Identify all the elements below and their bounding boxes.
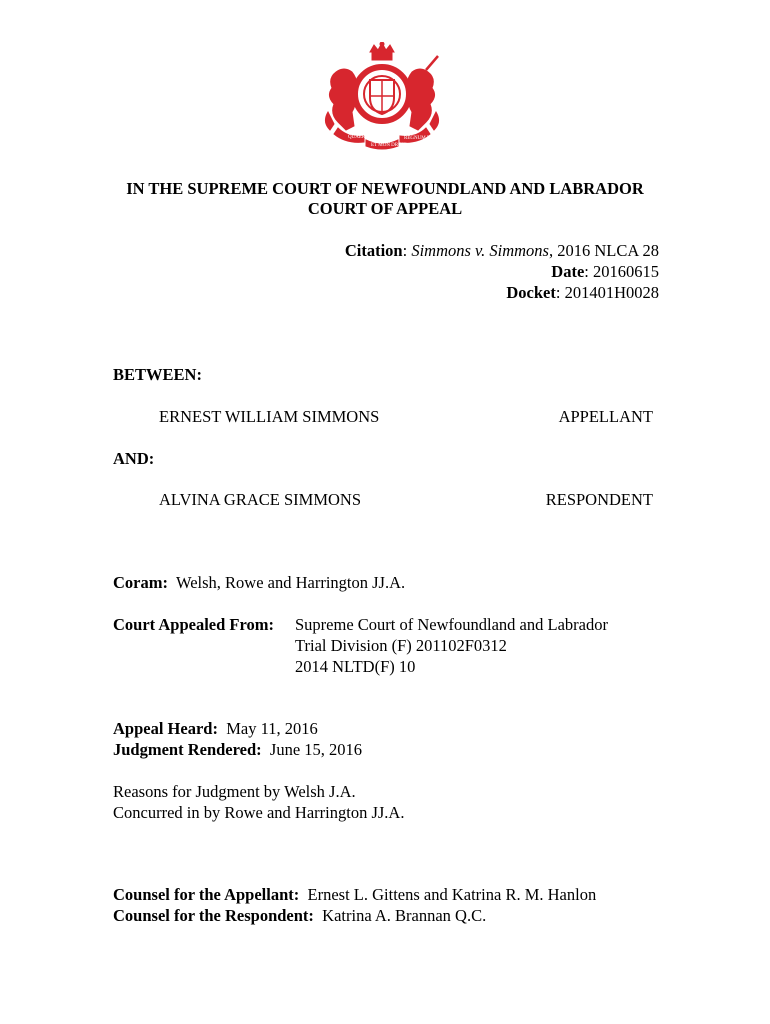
svg-text:REGNUM DEI: REGNUM DEI [404, 136, 436, 141]
appeal-heard-label: Appeal Heard: [113, 719, 218, 738]
svg-text:ET MON DROIT: ET MON DROIT [371, 143, 407, 148]
citation-line: Citation: Simmons v. Simmons, 2016 NLCA 28 [344, 241, 659, 260]
docket-line [506, 282, 659, 303]
appealed-from-line3: 2014 NLTD(F) 10 [295, 657, 416, 676]
judgment-rendered-label: Judgment Rendered: [113, 740, 262, 759]
judgment-rendered-line [113, 739, 362, 760]
appellant-role: APPELLANT [558, 407, 653, 426]
and-label: AND: [113, 449, 155, 468]
docket-value: : 201401H0028 [555, 283, 659, 302]
respondent-role: RESPONDENT [545, 490, 653, 509]
appeal-heard-line [113, 718, 318, 739]
citation-ref: , 2016 NLCA 28 [548, 241, 659, 260]
unicorn-icon [407, 56, 438, 130]
coram-label: Coram: [113, 573, 168, 592]
date-label: Date [551, 262, 585, 281]
citation-label: Citation [344, 241, 403, 260]
svg-text:QUAERITE: QUAERITE [348, 135, 373, 140]
case-name: Simmons v. Simmons [411, 241, 549, 260]
coram-line [113, 572, 405, 593]
concurred-line: Concurred in by Rowe and Harrington JJ.A. [113, 803, 405, 822]
judgment-rendered-value: June 15, 2016 [269, 740, 363, 759]
appealed-from-line2: Trial Division (F) 201102F0312 [295, 636, 507, 655]
date-line [551, 261, 659, 282]
appealed-from-line1: Supreme Court of Newfoundland and Labrador [295, 615, 608, 634]
counsel-respondent-label: Counsel for the Respondent: [113, 906, 314, 925]
coram-value: Welsh, Rowe and Harrington JJ.A. [175, 573, 406, 592]
court-name: IN THE SUPREME COURT OF NEWFOUNDLAND AND LABRADOR [126, 179, 644, 198]
counsel-respondent-line [113, 905, 486, 926]
between-label: BETWEEN: [113, 365, 202, 384]
respondent-name: ALVINA GRACE SIMMONS [159, 490, 362, 509]
appellant-name: ERNEST WILLIAM SIMMONS [159, 407, 380, 426]
counsel-appellant-line [113, 884, 596, 905]
date-value: : 20160615 [584, 262, 659, 281]
reasons-line: Reasons for Judgment by Welsh J.A. [113, 782, 356, 801]
royal-coat-of-arms [318, 42, 446, 152]
docket-label: Docket [506, 283, 556, 302]
court-division: COURT OF APPEAL [307, 199, 463, 218]
appealed-from-label: Court Appealed From: [113, 615, 275, 634]
lion-icon [325, 69, 356, 130]
counsel-appellant-label: Counsel for the Appellant: [113, 885, 300, 904]
appeal-heard-value: May 11, 2016 [226, 719, 318, 738]
crown-icon [370, 42, 394, 60]
counsel-respondent-value: Katrina A. Brannan Q.C. [322, 906, 487, 925]
counsel-appellant-value: Ernest L. Gittens and Katrina R. M. Hanlon [307, 885, 597, 904]
